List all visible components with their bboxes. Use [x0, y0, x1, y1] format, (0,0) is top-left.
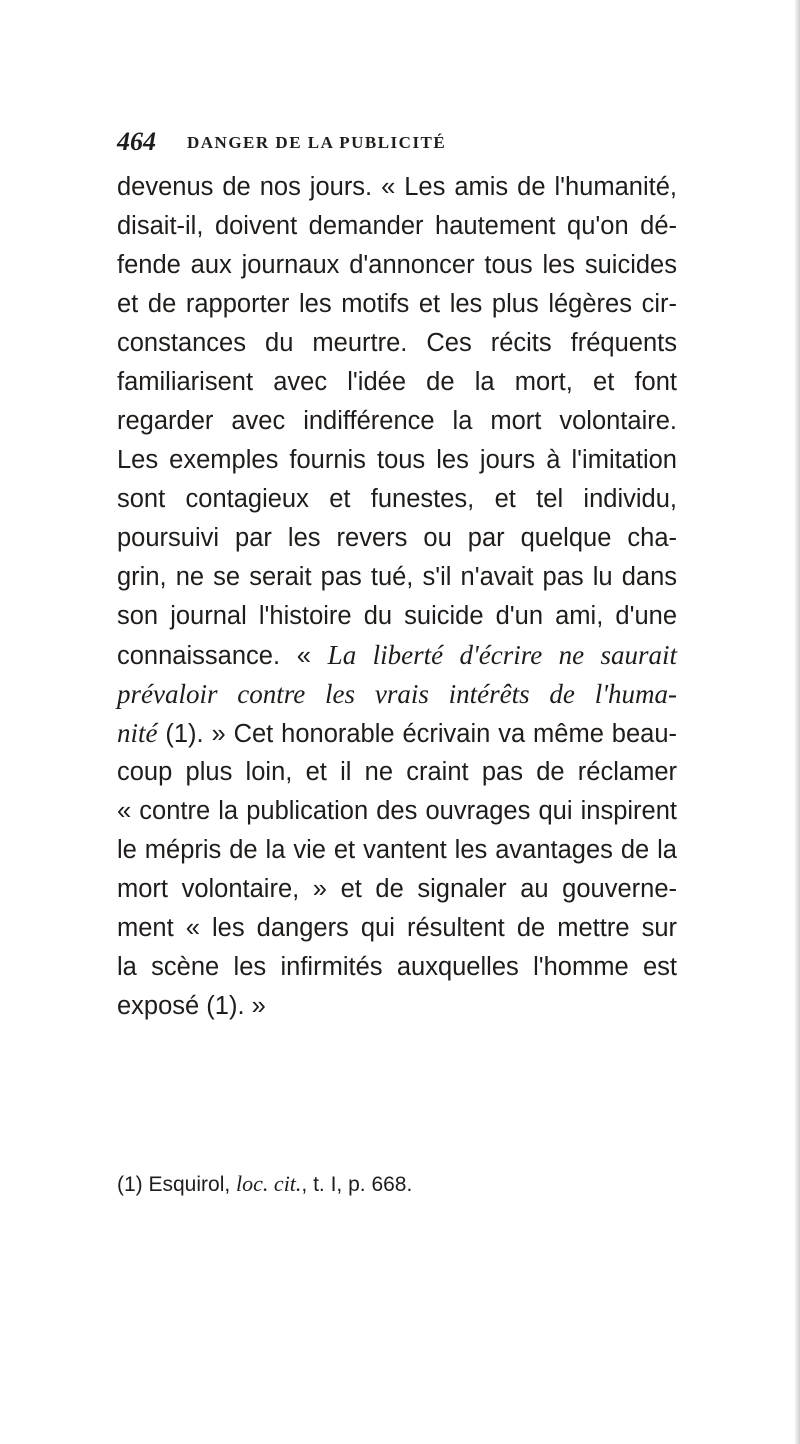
footnote-italic: loc. cit. — [236, 1171, 302, 1196]
text-line: disait-il, doivent demander hautement qu'on dé- — [117, 212, 677, 240]
footnote-text: , t. I, p. 668. — [301, 1173, 413, 1196]
text-run: connaissance. « — [117, 642, 328, 670]
text-line: fende aux journaux d'annoncer tous les suicides — [117, 251, 677, 279]
page-number: 464 — [117, 127, 156, 156]
text-line: le mépris de la vie et vantent les avantages de la — [117, 836, 677, 864]
text-line: coup plus loin, et il ne craint pas de réclamer — [117, 758, 677, 786]
running-head — [117, 128, 677, 156]
text-line: ment « les dangers qui résultent de mettre sur — [117, 914, 677, 942]
text-line: son journal l'histoire du suicide d'un ami, d'une — [117, 602, 677, 630]
text-line: « contre la publication des ouvrages qui inspirent — [117, 797, 677, 825]
text-line: et de rapporter les motifs et les plus légères cir- — [117, 290, 677, 318]
text-line-last: exposé (1). » — [117, 992, 266, 1020]
text-line-mixed — [117, 636, 677, 675]
text-line: regarder avec indifférence la mort volontaire. — [117, 407, 677, 435]
text-line: grin, ne se serait pas tué, s'il n'avait pas lu dans — [117, 563, 677, 591]
italic-quote: prévaloir contre les vrais intérêts de l'huma- — [117, 679, 677, 709]
text-run: (1). » Cet honorable écrivain va même beau- — [157, 720, 677, 748]
body-text — [117, 168, 677, 1026]
text-line: poursuivi par les revers ou par quelque cha- — [117, 524, 677, 552]
italic-quote: La liberté d'écrire ne saurait — [327, 640, 677, 670]
footnote-text: (1) Esquirol, — [117, 1173, 237, 1196]
text-line: familiarisent avec l'idée de la mort, et font — [117, 368, 677, 396]
text-line: constances du meurtre. Ces récits fréquents — [117, 329, 677, 357]
italic-quote: nité — [117, 718, 158, 748]
footnote — [117, 1170, 412, 1199]
text-line-italic — [117, 675, 677, 714]
page-edge-shadow — [794, 0, 800, 1444]
running-title: DANGER DE LA PUBLICITÉ — [187, 133, 447, 152]
text-line: la scène les infirmités auxquelles l'homme est — [117, 953, 677, 981]
text-line: devenus de nos jours. « Les amis de l'humanité, — [117, 173, 677, 201]
text-line: mort volontaire, » et de signaler au gouverne- — [117, 875, 677, 903]
text-line-mixed — [117, 714, 677, 753]
text-line: Les exemples fournis tous les jours à l'imitation — [117, 446, 677, 474]
text-line: sont contagieux et funestes, et tel individu, — [117, 485, 677, 513]
